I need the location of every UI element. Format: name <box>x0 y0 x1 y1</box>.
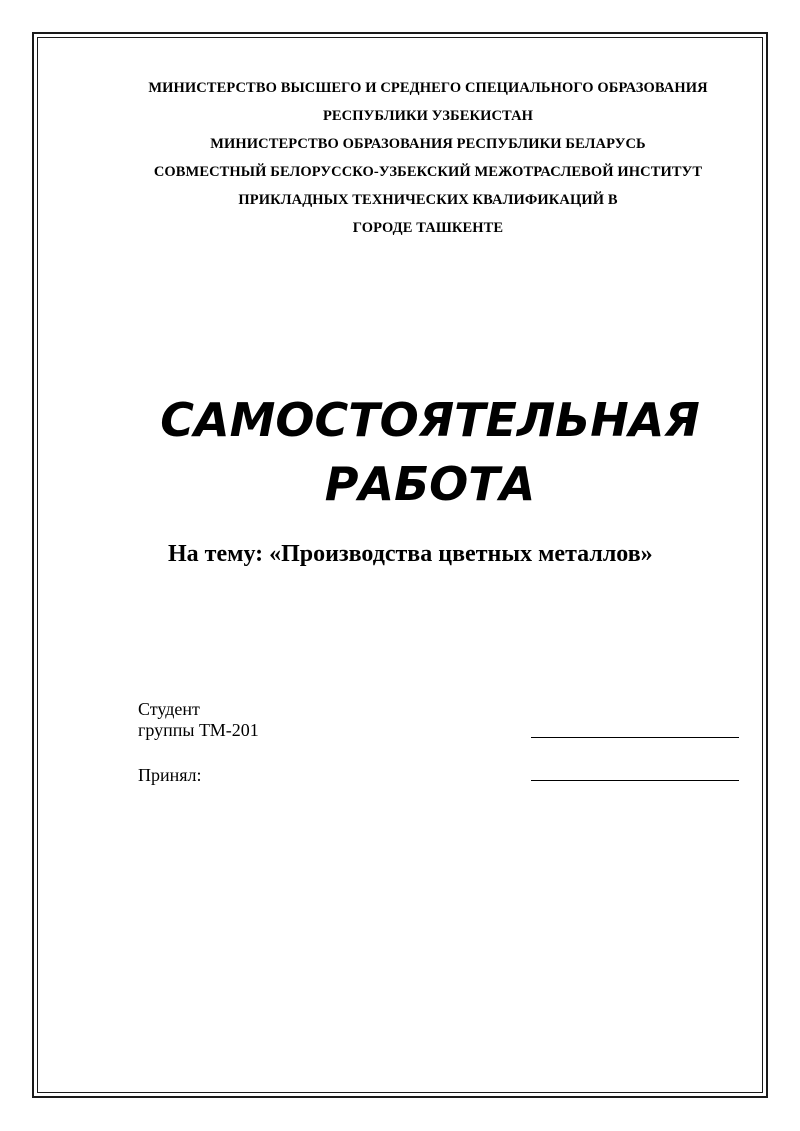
header-line-qualifications: ПРИКЛАДНЫХ ТЕХНИЧЕСКИХ КВАЛИФИКАЦИЙ В <box>238 192 618 208</box>
accepted-label: Принял: <box>138 765 202 785</box>
header-line-republic-uz: РЕСПУБЛИКИ УЗБЕКИСТАН <box>322 108 534 124</box>
header-line-city: ГОРОДЕ ТАШКЕНТЕ <box>352 220 504 236</box>
document-title <box>60 388 800 516</box>
student-label: Студент <box>138 699 200 719</box>
institution-header <box>100 74 756 242</box>
header-line-ministry-by: МИНИСТЕРСТВО ОБРАЗОВАНИЯ РЕСПУБЛИКИ БЕЛАРУСЬ <box>210 136 646 152</box>
student-signature-line <box>531 737 739 738</box>
header-line-institute: СОВМЕСТНЫЙ БЕЛОРУССКО-УЗБЕКСКИЙ МЕЖОТРАСЛЕВОЙ ИНСТИТУТ <box>153 164 703 180</box>
title-line-2: РАБОТА <box>324 457 536 511</box>
accepted-signature-line <box>531 780 739 781</box>
title-line-1: САМОСТОЯТЕЛЬНАЯ <box>160 393 700 447</box>
document-subject: На тему: «Производства цветных металлов» <box>168 541 653 567</box>
group-label: группы ТМ-201 <box>138 720 259 740</box>
header-line-ministry-uz: МИНИСТЕРСТВО ВЫСШЕГО И СРЕДНЕГО СПЕЦИАЛЬНОГО ОБРАЗОВАНИЯ <box>148 80 708 96</box>
